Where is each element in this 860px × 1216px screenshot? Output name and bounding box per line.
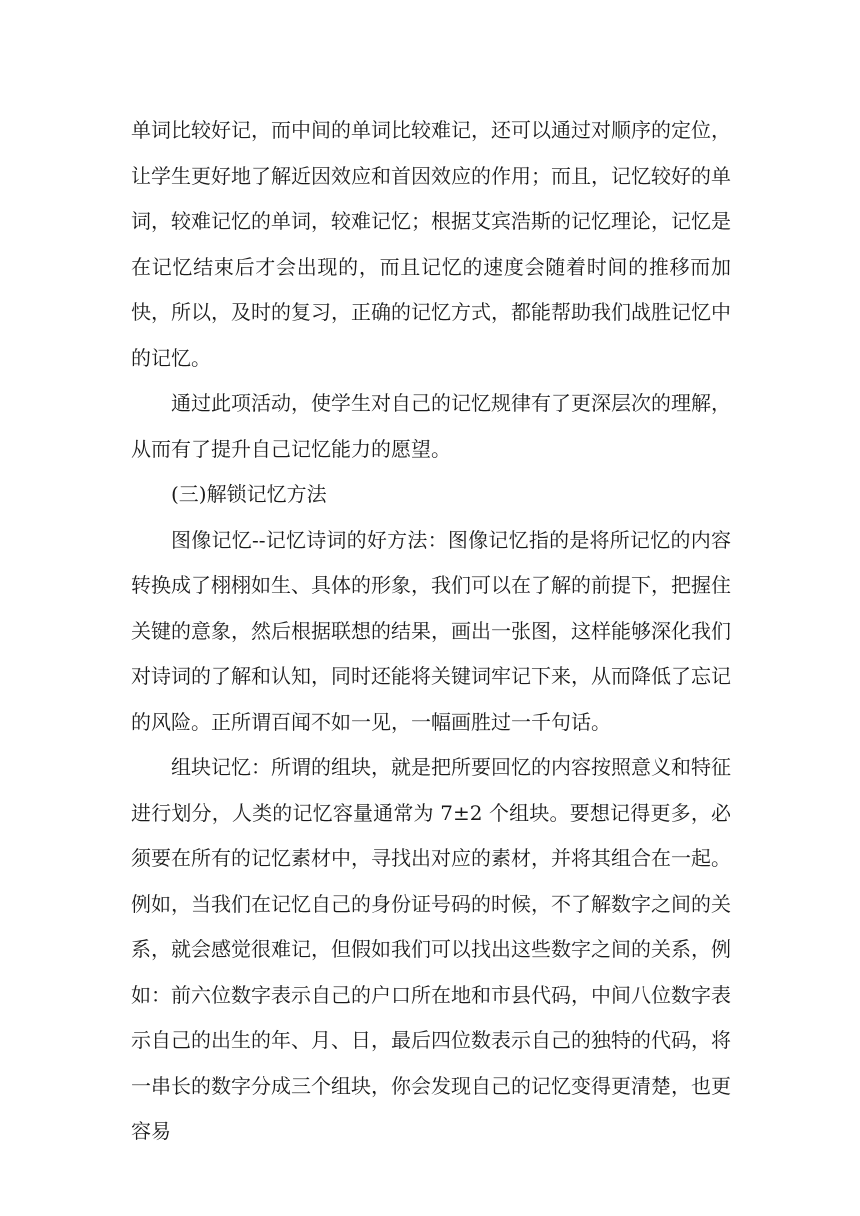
paragraph-memory-effects: 单词比较好记，而中间的单词比较难记，还可以通过对顺序的定位，让学生更好地了解近因效应和首因效应的作用；而且，记忆较好的单词，较难记忆的单词，较难记忆；根据艾宾浩斯的记忆理论，记忆是在记忆结束后才会出现的，而且记忆的速度会随着时间的推移而加快，所以，及时的复习，正确的记忆方式，都能帮助我们战胜记忆中的记忆。 xyxy=(131,118,731,370)
document-body xyxy=(131,108,731,1155)
paragraph-activity-summary: 通过此项活动，使学生对自己的记忆规律有了更深层次的理解，从而有了提升自己记忆能力的愿望。 xyxy=(131,391,731,461)
paragraph-image-memory: 图像记忆--记忆诗词的好方法：图像记忆指的是将所记忆的内容转换成了栩栩如生、具体的形象，我们可以在了解的前提下，把握住关键的意象，然后根据联想的结果，画出一张图，这样能够深化我们对诗词的了解和认知，同时还能将关键词牢记下来，从而降低了忘记的风险。正所谓百闻不如一见，一幅画胜过一千句话。 xyxy=(131,527,731,734)
paragraph-chunk-memory: 组块记忆：所谓的组块，就是把所要回忆的内容按照意义和特征进行划分，人类的记忆容量通常为 7±2 个组块。要想记得更多，必须要在所有的记忆素材中，寻找出对应的素材，并将其组合在一起。例如，当我们在记忆自己的身份证号码的时候，不了解数字之间的关系，就会感觉很难记，但假如我们可以找出这些数字之间的关系，例如：前六位数字表示自己的户口所在地和市县代码，中间八位数字表示自己的出生的年、月、日，最后四位数表示自己的独特的代码，将一串长的数字分成三个组块，你会发现自己的记忆变得更清楚，也更容易 xyxy=(131,755,731,1143)
section-heading: (三)解锁记忆方法 xyxy=(171,482,327,506)
